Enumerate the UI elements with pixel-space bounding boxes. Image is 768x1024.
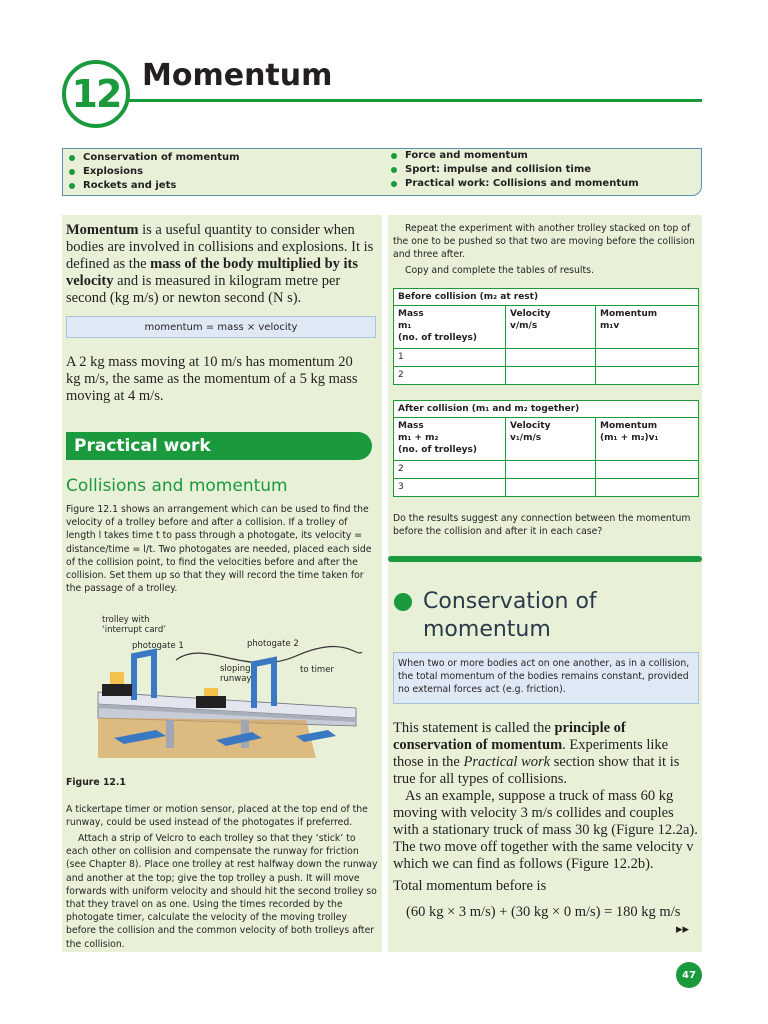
bullet-icon — [69, 155, 75, 161]
header-velocity: Velocity v₁/m/s — [506, 418, 596, 461]
topic-item: Sport: impulse and collision time — [391, 163, 639, 177]
trolley-1 — [102, 684, 132, 696]
table-row: 2 — [394, 461, 699, 479]
table-row: 1 — [394, 349, 699, 367]
header-mass: Mass m₁ (no. of trolleys) — [394, 306, 506, 349]
principle-paragraph: This statement is called the principle of conservation of momentum. Experiments like those in the Practical work section show that it is true for all types of collisions. — [393, 720, 680, 787]
bullet-icon — [69, 183, 75, 189]
principle-text: When two or more bodies act on one another, as in a collision, the total momentum of the bodies remains constant, provided no external forces act (e.g. friction). — [398, 658, 690, 696]
page-number: 47 — [676, 962, 702, 988]
practical-text-1: Figure 12.1 shows an arrangement which can be used to find the velocity of a trolley before and after a collision. If a trolley of length l takes time t to pass through a photogate, its velocity = distance/time = l/t. Two photogates are needed, placed each side of the collision point, to find the velocities before and after the collision. Set them up so that they will record the time taken for the passage of a trolley. — [66, 504, 372, 595]
topic-item: Explosions — [69, 165, 240, 179]
topic-item: Force and momentum — [391, 149, 639, 163]
header-velocity: Velocity v/m/s — [506, 306, 596, 349]
header-momentum: Momentum (m₁ + m₂)v₁ — [596, 418, 699, 461]
label-photogate-1: photogate 1 — [132, 641, 184, 651]
trolley-2-card — [204, 688, 218, 696]
momentum-equation: (60 kg × 3 m/s) + (30 kg × 0 m/s) = 180 kg m/s — [406, 904, 681, 920]
intro-paragraph: Momentum is a useful quantity to consider when bodies are involved in collisions and explosions. It is defined as the mass of the body multiplied by its velocity and is measured in kilogram metre per second (kg m/s) or newton second (N s). — [66, 222, 374, 306]
example-truck-paragraph: As an example, suppose a truck of mass 60 kg moving with velocity 3 m/s collides and couples with a stationary truck of mass 30 kg (Figure 12.2a). The two move off together with the same velocity v which we can find as follows (Figure 12.2b). — [393, 788, 698, 872]
example-paragraph: A 2 kg mass moving at 10 m/s has momentum 20 kg m/s, the same as the momentum of a 5 kg mass moving at 4 m/s. — [66, 354, 358, 404]
before-collision-table — [393, 288, 699, 385]
bullet-icon — [391, 167, 397, 173]
section-divider — [388, 556, 702, 562]
question-paragraph: Do the results suggest any connection between the momentum before the collision and after it in each case? — [393, 513, 691, 538]
chapter-badge — [62, 60, 130, 128]
practical-work-banner — [66, 432, 372, 460]
interrupt-card — [110, 672, 124, 684]
label-trolley: trolley with — [102, 615, 150, 625]
topic-item: Conservation of momentum — [69, 151, 240, 165]
label-timer: to timer — [300, 665, 334, 675]
chapter-title: Momentum — [142, 58, 333, 93]
continue-arrows-icon: ▸▸ — [676, 922, 690, 937]
practical-work-label: Practical work — [74, 436, 211, 456]
formula-box — [66, 316, 376, 338]
practical-text-3: Attach a strip of Velcro to each trolley so that they ‘stick’ to each other on collision and compensate the runway for friction (see Chapter 8). Place one trolley at rest halfway down the runway and another at the top; give the top trolley a push. It will move forwards with uniform velocity and should hit the second trolley so that they travel on as one. Using the times recorded by the photogate timer, calculate the velocity of the moving trolley before the collision and the common velocity of both trolleys after the collision. — [66, 833, 378, 950]
photogate-2 — [254, 660, 274, 708]
support-leg — [166, 720, 174, 748]
header-mass: Mass m₁ + m₂ (no. of trolleys) — [394, 418, 506, 461]
trolley-2 — [196, 696, 226, 708]
chapter-number: 12 — [71, 72, 121, 116]
practical-text-2: A tickertape timer or motion sensor, placed at the top end of the runway, could be used instead of the photogates if preferred. — [66, 804, 368, 829]
section-bullet-icon — [394, 593, 412, 611]
topics-box — [62, 148, 702, 196]
total-momentum-text: Total momentum before is — [393, 878, 547, 894]
bullet-icon — [69, 169, 75, 175]
principle-box — [393, 652, 699, 704]
table-row: 2 — [394, 367, 699, 385]
label-runway: sloping — [220, 664, 251, 674]
table-title: Before collision (m₂ at rest) — [394, 289, 699, 306]
figure-12-1 — [66, 608, 366, 768]
label-runway-2: runway — [220, 674, 252, 684]
table-title: After collision (m₁ and m₂ together) — [394, 401, 699, 418]
section-title: Conservation of momentum — [423, 589, 597, 642]
topic-item: Rockets and jets — [69, 179, 240, 193]
figure-caption: Figure 12.1 — [66, 777, 126, 788]
photogate-1 — [134, 652, 154, 700]
copy-paragraph: Copy and complete the tables of results. — [405, 265, 594, 276]
repeat-paragraph: Repeat the experiment with another trolley stacked on top of the one to be pushed so that two are moving before the collision and three after. — [393, 223, 695, 261]
label-photogate-2: photogate 2 — [247, 639, 299, 649]
after-collision-table — [393, 400, 699, 497]
formula-text: momentum = mass × velocity — [144, 321, 298, 333]
label-card: ‘interrupt card’ — [102, 625, 166, 635]
bullet-icon — [391, 181, 397, 187]
header-momentum: Momentum m₁v — [596, 306, 699, 349]
section-heading: Collisions and momentum — [66, 476, 288, 496]
title-rule — [128, 99, 702, 102]
bullet-icon — [391, 153, 397, 159]
table-row: 3 — [394, 479, 699, 497]
topic-item: Practical work: Collisions and momentum — [391, 177, 639, 191]
